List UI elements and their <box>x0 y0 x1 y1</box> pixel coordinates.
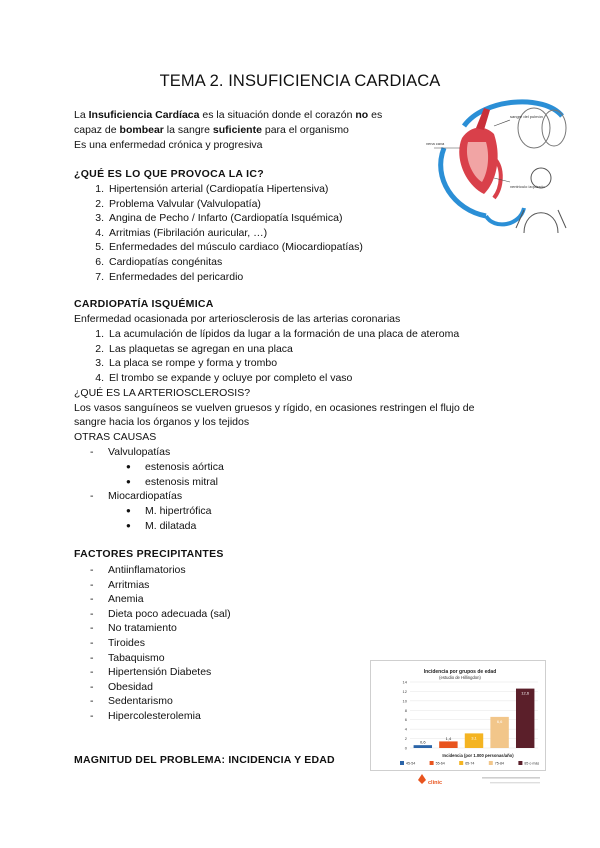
y-tick-label: 4 <box>404 726 407 732</box>
list-item <box>90 371 459 386</box>
label-line <box>494 120 510 126</box>
list-number: 3. <box>95 357 104 370</box>
list-number: 6. <box>95 255 104 268</box>
ischemic-list <box>90 327 459 385</box>
causes-list <box>90 182 363 284</box>
list-item: - Hipercolesterolemia <box>90 709 231 724</box>
list-item: - Sedentarismo <box>90 694 231 709</box>
list-item: - Arritmias <box>90 578 231 593</box>
list-number: 2. <box>95 197 104 210</box>
list-item: - Anemia <box>90 592 231 607</box>
list-item: - Hipertensión Diabetes <box>90 665 231 680</box>
list-number: 7. <box>95 270 104 283</box>
list-item: ● estenosis aórtica <box>126 460 224 475</box>
list-number: 1. <box>95 328 104 340</box>
valv-sublist <box>126 460 224 489</box>
legend-swatch <box>489 761 493 765</box>
bar-value-label: 0,6 <box>420 739 426 745</box>
clinic-logo <box>418 774 442 786</box>
bar-value-label: 1,4 <box>445 735 452 741</box>
list-text: Problema Valvular (Valvulopatía) <box>109 197 261 210</box>
text: capaz de <box>74 124 120 136</box>
list-item <box>90 270 363 285</box>
other-causes-heading: OTRAS CAUSAS <box>74 431 157 443</box>
text: la sangre <box>163 124 213 136</box>
magnitude-heading: MAGNITUD DEL PROBLEMA: INCIDENCIA Y EDAD <box>74 754 335 766</box>
list-text: Enfermedades del músculo cardiaco (Miocardiopatías) <box>109 241 363 254</box>
source-line <box>490 782 540 783</box>
bar-85+ <box>516 689 534 748</box>
ischemic-heading: CARDIOPATÍA ISQUÉMICA <box>74 298 214 310</box>
person-body <box>524 213 558 233</box>
causes-heading: ¿QUÉ ES LO QUE PROVOCA LA IC? <box>74 168 264 180</box>
list-number: 4. <box>95 371 104 384</box>
legend-label: 65-74 <box>465 761 475 766</box>
list-text: Hipertensión arterial (Cardiopatía Hipertensiva) <box>109 183 329 195</box>
legend-label: 85 o más <box>524 761 540 766</box>
bar-value-label: 6,6 <box>496 718 503 724</box>
y-tick-label: 0 <box>404 745 407 751</box>
list-text: Cardiopatías congénitas <box>109 255 223 268</box>
legend-swatch <box>400 761 404 765</box>
text: La <box>74 109 89 121</box>
chart-source-lines <box>482 777 540 783</box>
logo-text: clinic <box>428 780 443 786</box>
bar-55-64 <box>439 741 457 748</box>
list-number: 4. <box>95 226 104 239</box>
heart-label: ventrículo izquierdo <box>510 184 545 189</box>
y-tick-label: 12 <box>402 688 407 694</box>
list-item <box>90 342 459 357</box>
legend-label: 75-84 <box>494 761 505 766</box>
heart-illustration <box>424 98 574 233</box>
list-item: - Antiinflamatorios <box>90 563 231 578</box>
list-item: - Obesidad <box>90 680 231 695</box>
list-item <box>90 226 363 241</box>
intro-line-3: Es una enfermedad crónica y progresiva <box>74 139 263 151</box>
legend-swatch <box>430 761 434 765</box>
chart-subtitle: (estudio de Hillingdon) <box>439 675 481 680</box>
list-item: - Valvulopatías <box>90 445 170 460</box>
list-item <box>90 356 459 371</box>
list-number: 3. <box>95 212 104 225</box>
list-number: 2. <box>95 342 104 355</box>
ischemic-desc: Enfermedad ocasionada por arteriosclerosis de las arterias coronarias <box>74 313 401 325</box>
y-tick-label: 8 <box>404 707 407 713</box>
chart-xlabel: Incidencia (por 1.000 personas/año) <box>442 753 514 758</box>
list-item <box>90 240 363 255</box>
bar-value-label: 3,1 <box>471 735 477 741</box>
factors-list <box>90 563 231 724</box>
y-tick-label: 6 <box>404 717 407 723</box>
legend-label: 55-64 <box>435 761 445 766</box>
arteriosclerosis-answer-2: sangre hacia los órganos y los tejidos <box>74 416 250 428</box>
text: es <box>368 109 383 121</box>
source-line <box>482 777 540 779</box>
list-text: Angina de Pecho / Infarto (Cardiopatía Isquémica) <box>109 212 343 225</box>
lungs-sketch <box>542 110 566 146</box>
list-text: La acumulación de lípidos da lugar a la formación de una placa de ateroma <box>109 328 460 340</box>
arteriosclerosis-answer-1: Los vasos sanguíneos se vuelven gruesos y rígido, en ocasiones restringen el flujo de <box>74 402 475 414</box>
list-item: - No tratamiento <box>90 621 231 636</box>
emphasis: bombear <box>119 124 164 136</box>
y-tick-label: 10 <box>402 698 407 704</box>
y-tick-label: 14 <box>402 679 407 685</box>
legend-label: 45-54 <box>406 761 416 766</box>
heart-label: vena cava <box>426 141 445 146</box>
bar-45-54 <box>414 745 432 748</box>
arteriosclerosis-question: ¿QUÉ ES LA ARTERIOSCLEROSIS? <box>74 387 251 399</box>
y-tick-label: 2 <box>404 736 407 742</box>
list-text: Enfermedades del pericardio <box>109 270 244 283</box>
list-item <box>90 182 363 197</box>
list-item <box>90 211 363 226</box>
text: es la situación donde el corazón <box>199 109 356 121</box>
intro-line-1 <box>74 108 382 123</box>
legend-swatch <box>518 761 522 765</box>
emphasis: no <box>355 109 369 121</box>
mio-sublist <box>126 504 212 533</box>
page-title: TEMA 2. INSUFICIENCIA CARDIACA <box>159 72 441 90</box>
heart-label: sangre del pulmón <box>510 114 543 119</box>
logo-mark <box>418 774 426 784</box>
term: Insuficiencia Cardíaca <box>88 109 200 121</box>
valv-list <box>90 445 170 460</box>
list-text: Las plaquetas se agregan en una placa <box>109 342 293 355</box>
bar-value-label: 12,6 <box>521 690 530 696</box>
list-text: El trombo se expande y ocluye por completo el vaso <box>109 371 353 384</box>
list-item: ● estenosis mitral <box>126 475 224 490</box>
list-item: ● M. hipertrófica <box>126 504 212 519</box>
list-item: - Tabaquismo <box>90 651 231 666</box>
list-item <box>90 197 363 212</box>
mio-list <box>90 489 182 504</box>
legend-swatch <box>459 761 463 765</box>
list-item: - Dieta poco adecuada (sal) <box>90 607 231 622</box>
incidence-chart <box>370 660 546 790</box>
list-text: La placa se rompe y forma y trombo <box>109 357 278 370</box>
list-item: ● M. dilatada <box>126 519 212 534</box>
intro-line-2 <box>74 123 349 138</box>
list-number: 5. <box>95 241 104 254</box>
list-item <box>90 327 459 342</box>
list-item: - Miocardiopatías <box>90 489 182 504</box>
list-number: 1. <box>95 183 104 195</box>
emphasis: suficiente <box>212 124 262 136</box>
list-item <box>90 255 363 270</box>
factors-heading: FACTORES PRECIPITANTES <box>74 548 224 560</box>
text: para el organismo <box>261 124 349 136</box>
list-item: - Tiroides <box>90 636 231 651</box>
chart-title: Incidencia por grupos de edad <box>423 669 497 675</box>
list-text: Arritmias (Fibrilación auricular, …) <box>109 226 268 239</box>
